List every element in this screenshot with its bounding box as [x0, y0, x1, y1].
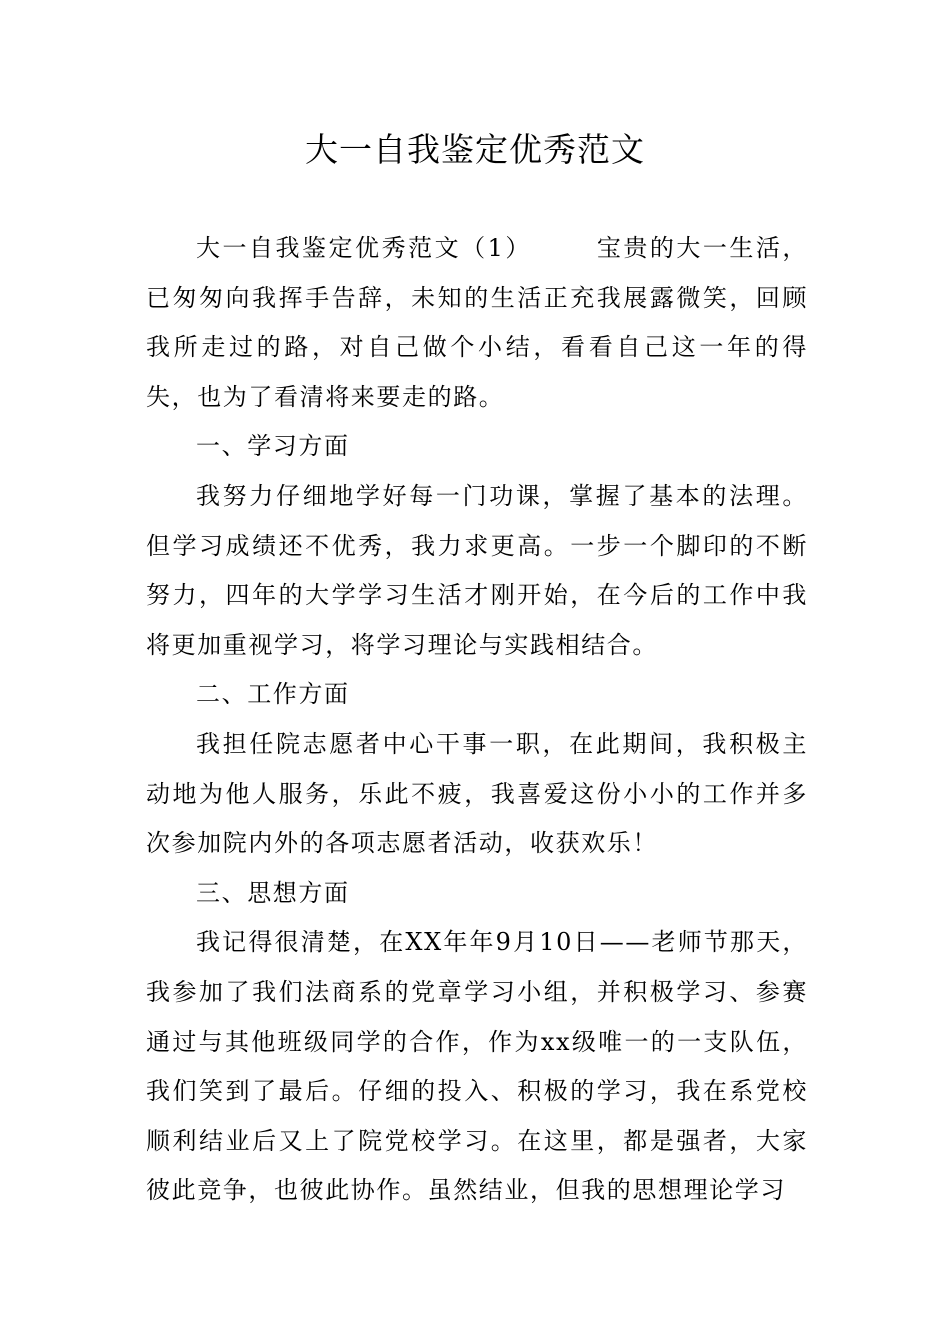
intro-text: 宝贵的大一生活，已匆匆向我挥手告辞，未知的生活正充我展露微笑，回顾我所走过的路，对自己做个小结，看看自己这一年的得失，也为了看清将来要走的路。: [146, 234, 808, 411]
section-heading-work: 二、工作方面: [196, 680, 350, 709]
section-paragraph-work: 我担任院志愿者中心干事一职，在此期间，我积极主动地为他人服务，乐此不疲，我喜爱这份小小的工作并多次参加院内外的各项志愿者活动，收获欢乐！: [146, 729, 808, 858]
intro-paragraph: [146, 224, 808, 422]
section-heading-study: 一、学习方面: [196, 432, 350, 461]
section-paragraph-study: 我努力仔细地学好每一门功课，掌握了基本的法理。但学习成绩还不优秀，我力求更高。一步一个脚印的不断努力，四年的大学学习生活才刚开始，在今后的工作中我将更加重视学习，将学习理论与实践相结合。: [146, 481, 808, 659]
document-title: 大一自我鉴定优秀范文: [305, 130, 645, 169]
section-paragraph-thought: 我记得很清楚，在XX年年9月10日——老师节那天，我参加了我们法商系的党章学习小组，并积极学习、参赛通过与其他班级同学的合作，作为xx级唯一的一支队伍，我们笑到了最后。仔细的投入、积极的学习，我在系党校顺利结业后又上了院党校学习。在这里，都是强者，大家彼此竞争，也彼此协作。虽然结业，但我的思想理论学习: [146, 928, 808, 1205]
document-body: [146, 224, 808, 1216]
intro-label: 大一自我鉴定优秀范文（1）: [196, 234, 532, 262]
section-heading-thought: 三、思想方面: [196, 878, 350, 907]
